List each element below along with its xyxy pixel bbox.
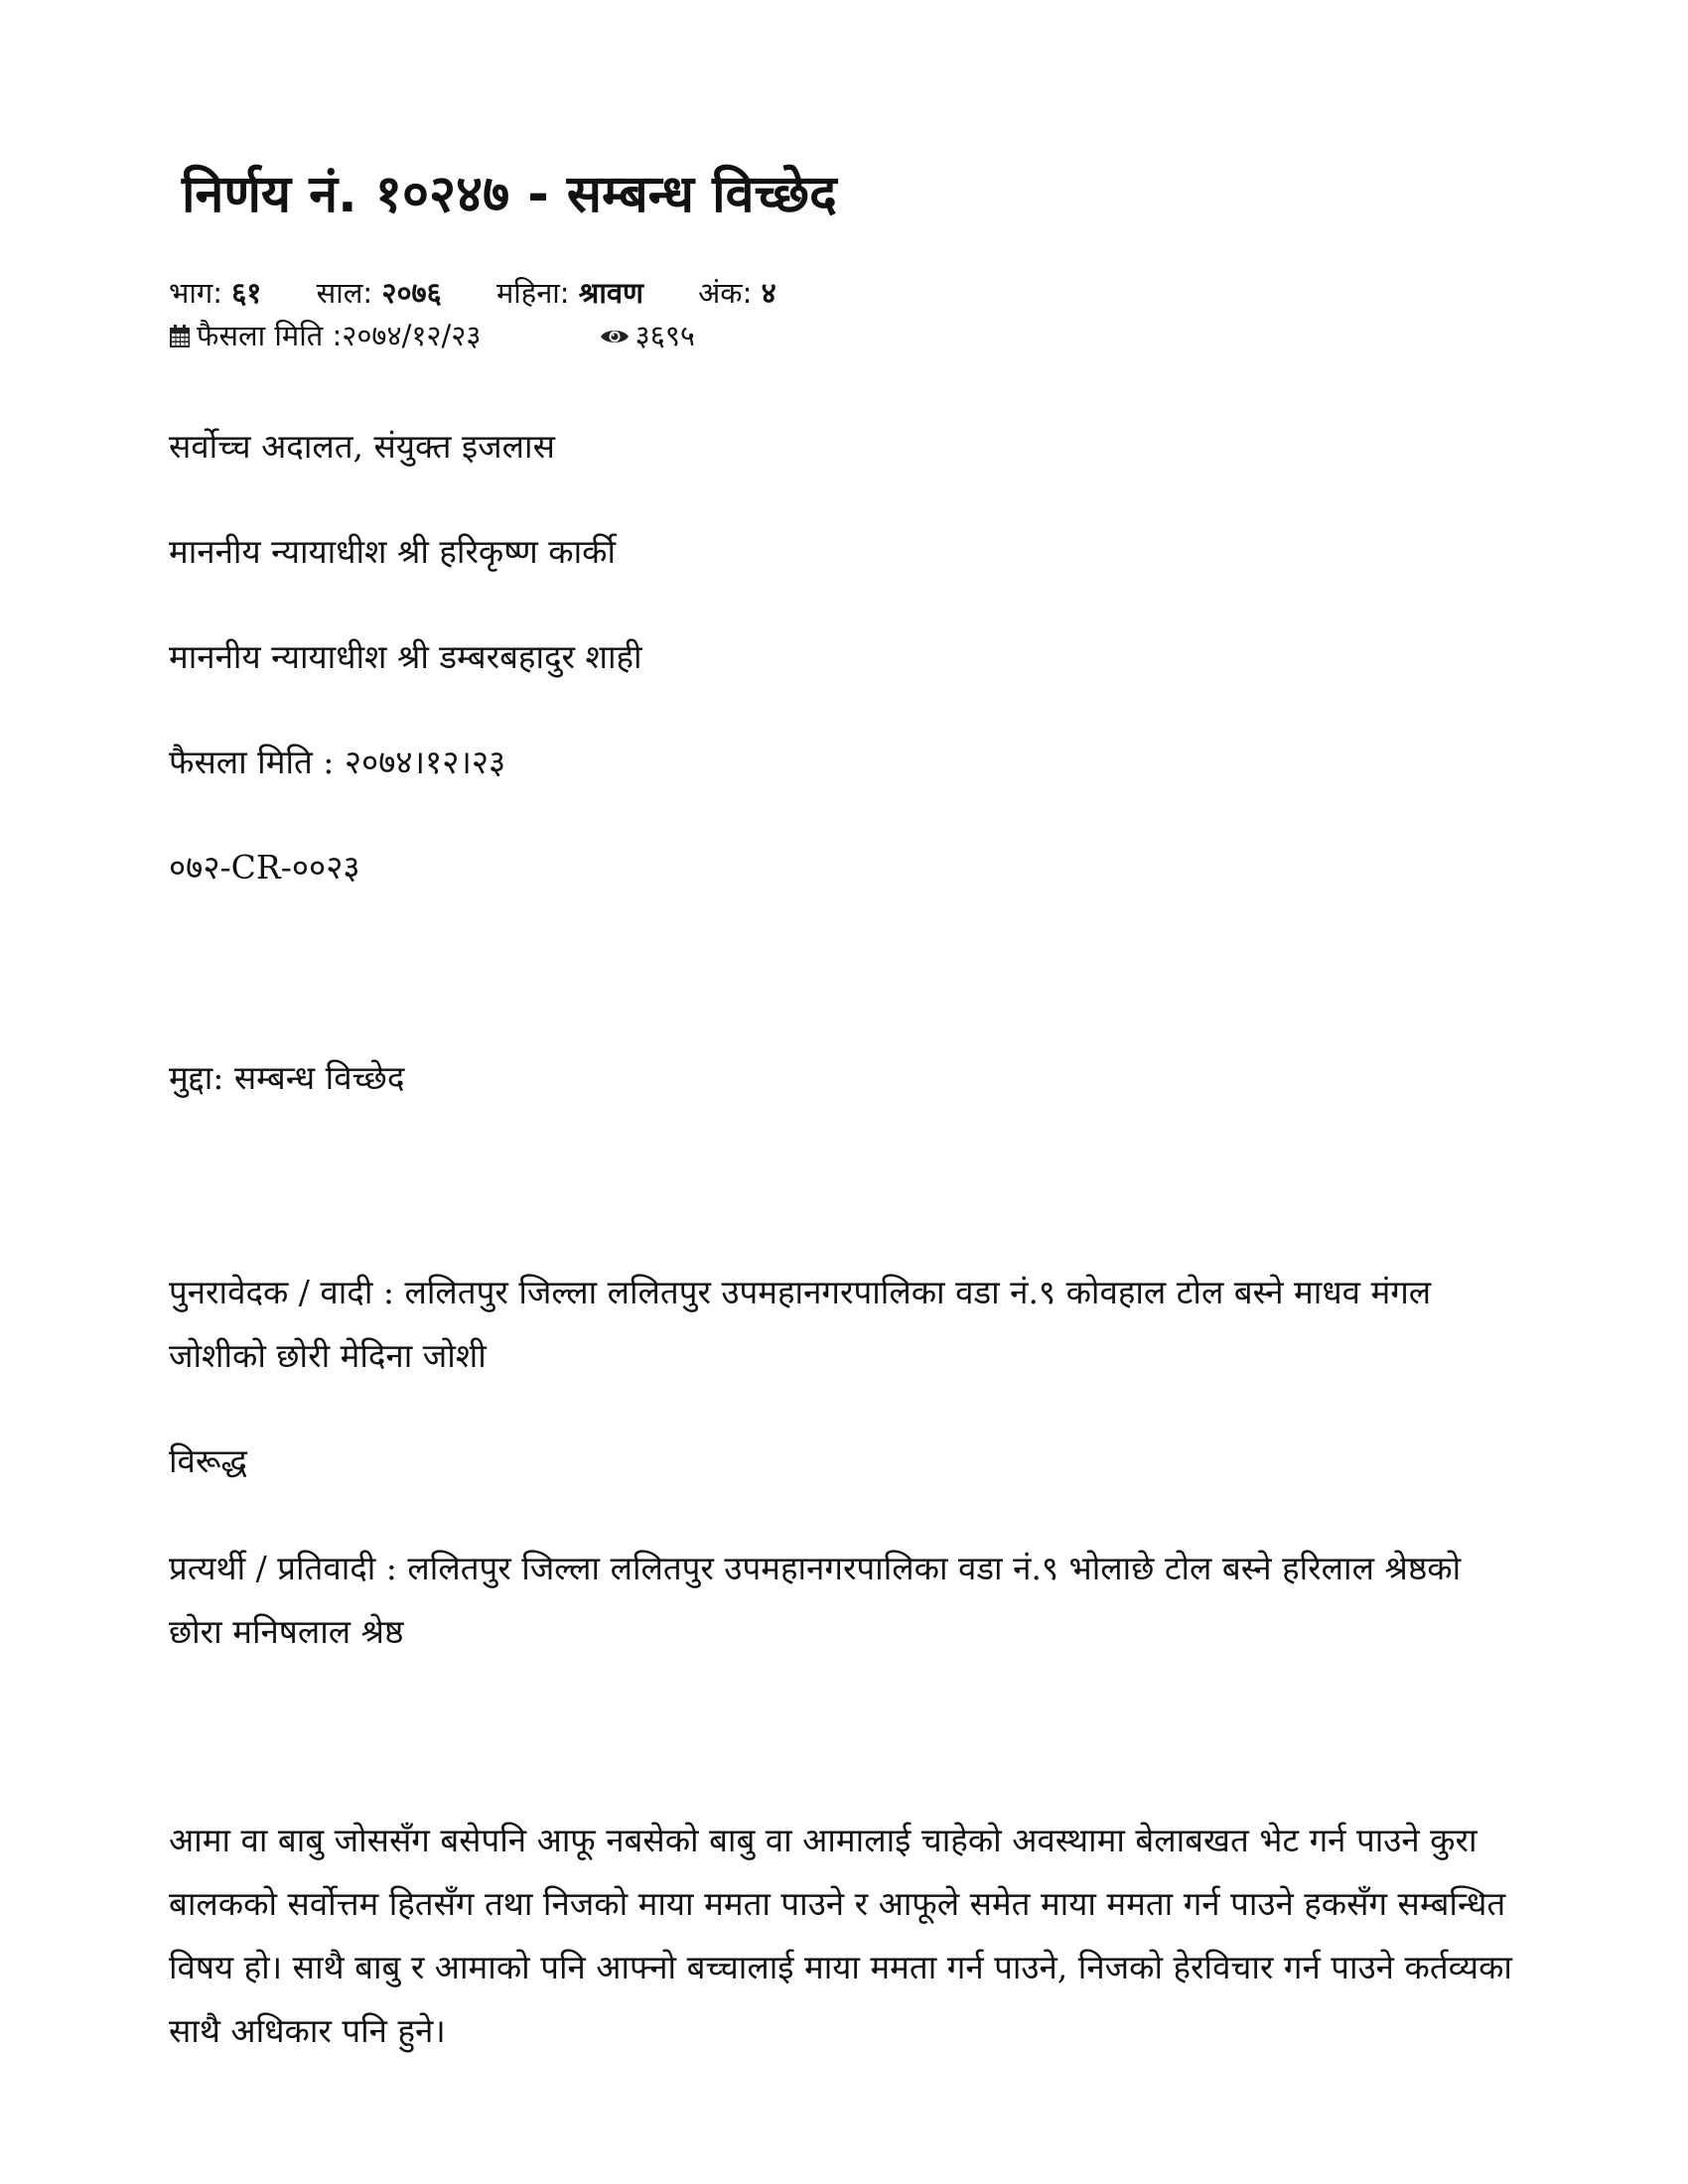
decision-date-line: फैसला मिति : २०७४।१२।२३ [169, 743, 506, 781]
meta-views-count: ३६९५ [634, 319, 695, 352]
court-name: सर्वोच्च अदालत, संयुक्त इजलास [169, 427, 555, 466]
decision-meta [169, 316, 695, 355]
calendar-icon [169, 325, 191, 348]
meta-views [600, 316, 695, 355]
case-summary: आमा वा बाबु जोससँग बसेपनि आफू नबसेको बाबु वा आमालाई चाहेको अवस्थामा बेलाबखत भेट गर्न पाउने कुरा बालकको सर्वोत्तम हितसँग तथा निजको माया ममता पाउने र आफूले समेत माया ममता गर्न पाउने हकसँग सम्बन्धित विषय हो। साथै बाबु र आमाको पनि आफ्नो बच्चालाई माया ममता गर्न पाउने, निजको हेरविचार गर्न पाउने कर्तव्यका साथै अधिकार पनि हुने। [169, 1821, 1512, 2050]
case-number: ०७२-CR-००२३ [169, 848, 360, 887]
respondent-paragraph: प्रत्यर्थी / प्रतिवादी : ललितपुर जिल्ला ललितपुर उपमहानगरपालिका वडा नं.९ भोलाछे टोल बस्ने हरिलाल श्रेष्ठको छोरा मनिषलाल श्रेष्ठ [169, 1549, 1462, 1651]
judge-1: माननीय न्यायाधीश श्री हरिकृष्ण कार्की [169, 532, 617, 571]
eye-icon [600, 327, 630, 346]
meta-year-label: साल: [316, 276, 373, 310]
judge-2: माननीय न्यायाधीश श्री डम्बरबहादुर शाही [169, 637, 642, 676]
meta-year-value: २०७६ [381, 276, 442, 310]
meta-part [169, 273, 261, 313]
meta-part-value: ६१ [231, 276, 262, 310]
publication-meta [169, 273, 822, 313]
meta-month-label: महिना: [495, 276, 570, 310]
page-title: निर्णय नं. १०२४७ - सम्बन्ध विच्छेद [182, 165, 837, 224]
meta-decision-date-label: फैसला मिति : [197, 319, 343, 352]
versus-label: विरूद्ध [169, 1441, 247, 1480]
meta-month [496, 273, 643, 313]
meta-month-value: श्रावण [578, 276, 643, 310]
meta-issue-label: अंक: [698, 276, 753, 310]
meta-year [317, 273, 442, 313]
meta-issue-value: ४ [761, 276, 776, 310]
appellant-paragraph: पुनरावेदक / वादी : ललितपुर जिल्ला ललितपुर उपमहानगरपालिका वडा नं.९ कोवहाल टोल बस्ने माधव मंगल जोशीको छोरी मेदिना जोशी [169, 1273, 1432, 1375]
meta-decision-date [169, 316, 481, 355]
meta-issue [698, 273, 776, 313]
meta-part-label: भाग: [169, 276, 222, 310]
case-subject: मुद्दा: सम्बन्ध विच्छेद [169, 1058, 405, 1097]
meta-decision-date-value: २०७४/१२/२३ [342, 319, 482, 352]
